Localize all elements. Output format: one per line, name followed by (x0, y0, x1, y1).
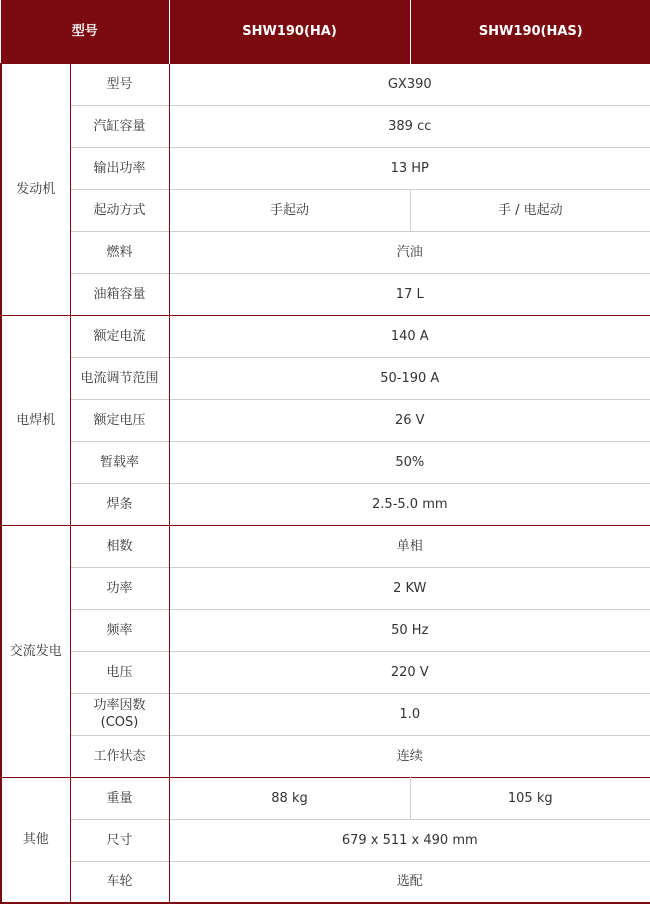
row-label-tank: 油箱容量 (70, 273, 169, 315)
row-label-status: 工作状态 (70, 735, 169, 777)
table-row (1, 609, 650, 651)
header-shw190-ha: SHW190(HA) (169, 0, 410, 63)
row-label-duty-cycle: 暂载率 (70, 441, 169, 483)
row-value-fuel: 汽油 (169, 231, 650, 273)
row-value-power-factor: 1.0 (169, 693, 650, 735)
table-row (1, 819, 650, 861)
table-row (1, 525, 650, 567)
table-row (1, 777, 650, 819)
row-value-start-ha: 手起动 (169, 189, 410, 231)
table-row (1, 189, 650, 231)
row-label-size: 尺寸 (70, 819, 169, 861)
row-label-voltage: 电压 (70, 651, 169, 693)
row-value-electrode: 2.5-5.0 mm (169, 483, 650, 525)
table-row (1, 693, 650, 735)
table-row (1, 147, 650, 189)
row-value-wheels: 选配 (169, 861, 650, 903)
table-row (1, 735, 650, 777)
row-label-weight: 重量 (70, 777, 169, 819)
group-welder: 电焊机 (1, 315, 70, 525)
table-row (1, 441, 650, 483)
row-value-tank: 17 L (169, 273, 650, 315)
table-row (1, 231, 650, 273)
row-value-start-has: 手 / 电起动 (410, 189, 650, 231)
table-row (1, 483, 650, 525)
power-factor-label-line2: (COS) (100, 715, 139, 730)
row-label-current-range: 电流调节范围 (70, 357, 169, 399)
row-value-duty-cycle: 50% (169, 441, 650, 483)
row-value-voltage: 220 V (169, 651, 650, 693)
header-model: 型号 (1, 0, 169, 63)
table-row (1, 861, 650, 903)
row-value-status: 连续 (169, 735, 650, 777)
power-factor-label-line1: 功率因数 (93, 698, 146, 713)
row-label-rated-voltage: 额定电压 (70, 399, 169, 441)
row-label-rated-current: 额定电流 (70, 315, 169, 357)
row-label-power: 功率 (70, 567, 169, 609)
table-row (1, 315, 650, 357)
row-label-phase: 相数 (70, 525, 169, 567)
row-label-wheels: 车轮 (70, 861, 169, 903)
row-value-rated-voltage: 26 V (169, 399, 650, 441)
row-label-fuel: 燃料 (70, 231, 169, 273)
row-label-output: 输出功率 (70, 147, 169, 189)
table-row (1, 357, 650, 399)
row-label-frequency: 频率 (70, 609, 169, 651)
table-row (1, 273, 650, 315)
row-label-start: 起动方式 (70, 189, 169, 231)
row-value-phase: 单相 (169, 525, 650, 567)
row-value-frequency: 50 Hz (169, 609, 650, 651)
group-engine: 发动机 (1, 63, 70, 315)
table-row (1, 63, 650, 105)
row-value-displacement: 389 cc (169, 105, 650, 147)
group-other: 其他 (1, 777, 70, 903)
row-value-current-range: 50-190 A (169, 357, 650, 399)
row-value-size: 679 x 511 x 490 mm (169, 819, 650, 861)
row-label-model: 型号 (70, 63, 169, 105)
row-label-electrode: 焊条 (70, 483, 169, 525)
row-value-weight-ha: 88 kg (169, 777, 410, 819)
table-row (1, 567, 650, 609)
table-row (1, 105, 650, 147)
row-label-displacement: 汽缸容量 (70, 105, 169, 147)
row-value-rated-current: 140 A (169, 315, 650, 357)
table-row (1, 399, 650, 441)
table-row (1, 651, 650, 693)
group-ac: 交流发电 (1, 525, 70, 777)
row-value-power: 2 KW (169, 567, 650, 609)
row-value-output: 13 HP (169, 147, 650, 189)
header-row (1, 0, 650, 63)
row-value-weight-has: 105 kg (410, 777, 650, 819)
row-label-power-factor (70, 693, 169, 735)
header-shw190-has: SHW190(HAS) (410, 0, 650, 63)
row-value-model: GX390 (169, 63, 650, 105)
